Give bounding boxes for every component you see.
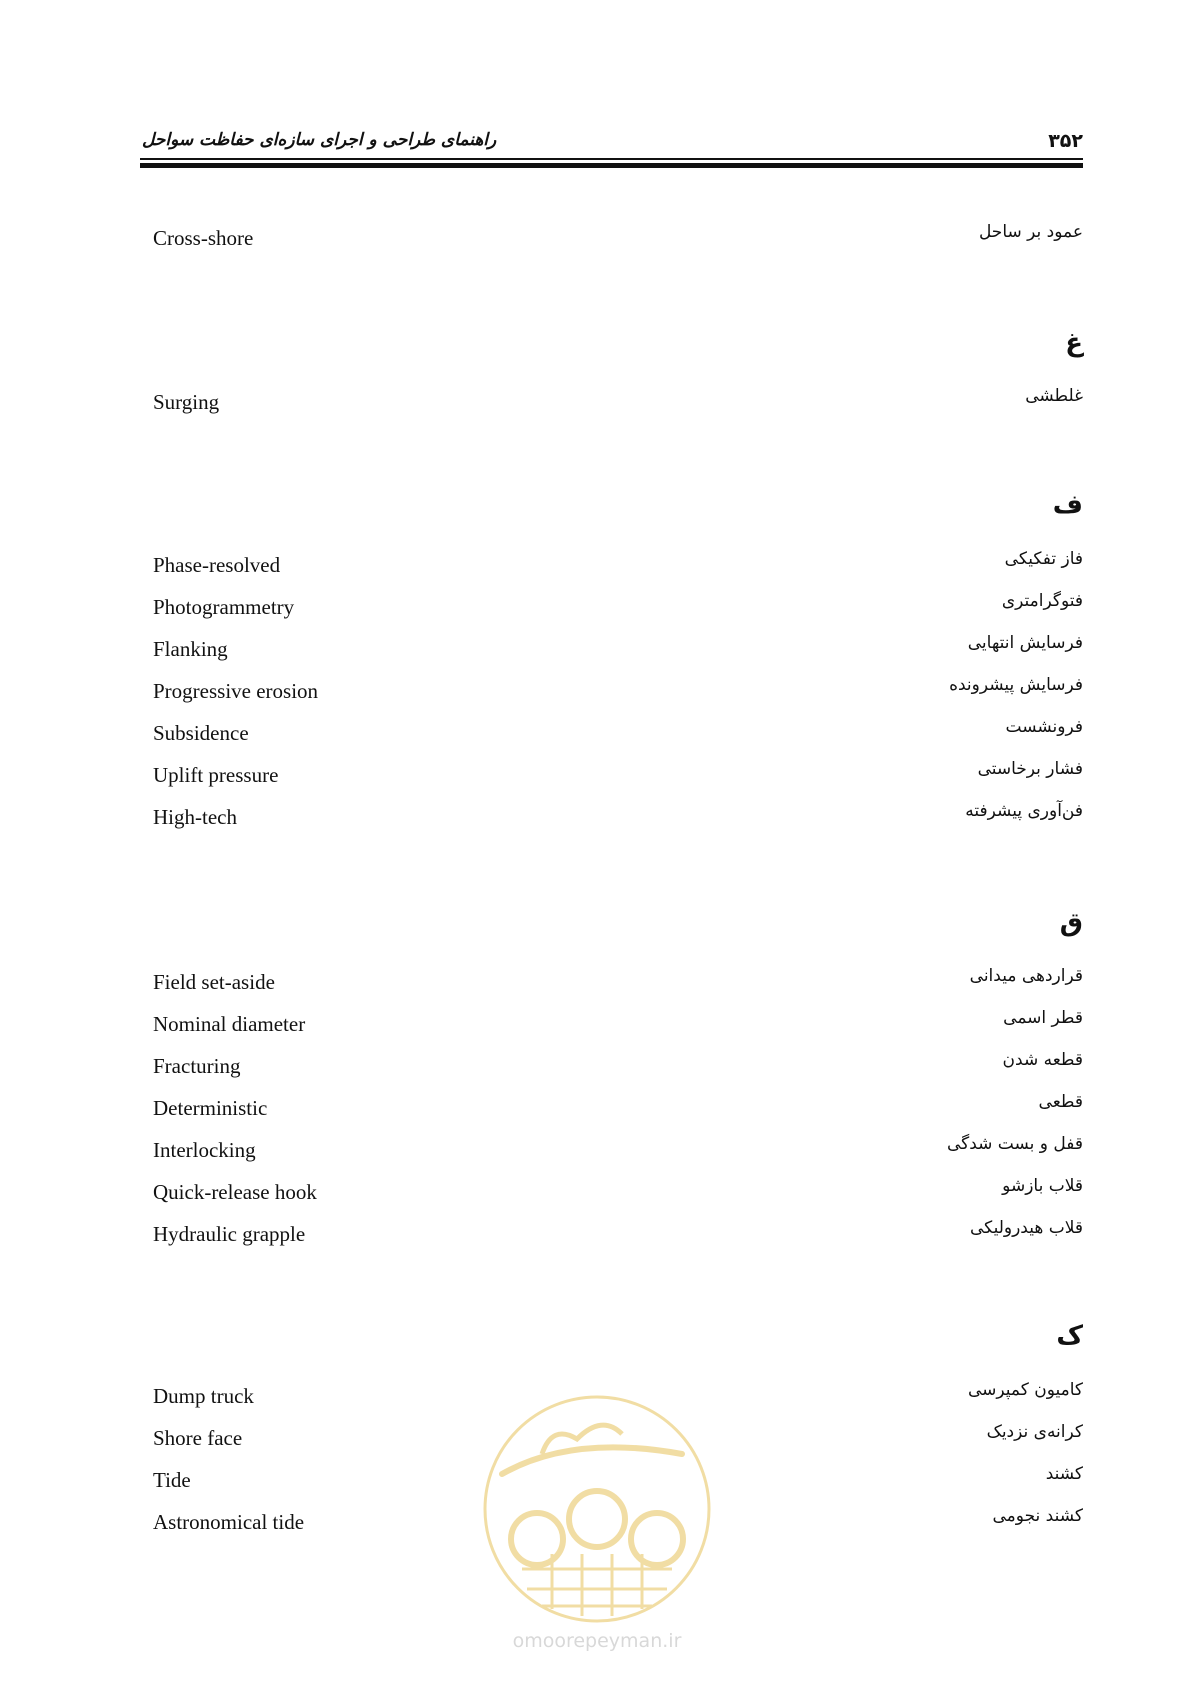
entry-persian: کشند نجومی <box>992 1506 1083 1526</box>
entry-persian: فاز تفکیکی <box>1004 549 1083 569</box>
glossary-entry <box>153 549 1083 579</box>
entry-persian: قطعه شدن <box>1002 1050 1083 1070</box>
entry-persian: قطعی <box>1038 1092 1083 1112</box>
page-header <box>140 122 1083 166</box>
section-letter-kaf: ک <box>1056 1321 1083 1351</box>
entry-persian: فتوگرامتری <box>1001 591 1083 611</box>
entry-english: High-tech <box>153 805 237 829</box>
running-title: راهنمای طراحی و اجرای سازه‌ای حفاظت سواحل <box>142 130 497 150</box>
entry-english: Shore face <box>153 1426 243 1450</box>
entry-english: Deterministic <box>153 1096 268 1120</box>
entry-english: Flanking <box>153 637 228 661</box>
entry-persian: غلطشی <box>1025 386 1083 406</box>
entry-english: Fracturing <box>153 1054 241 1078</box>
entry-persian: قلاب هیدرولیکی <box>970 1218 1083 1238</box>
watermark-seal-icon <box>482 1394 712 1624</box>
glossary-entry <box>153 1092 1083 1122</box>
header-rule-thin <box>140 158 1083 160</box>
page-number: ۳۵۲ <box>1048 130 1083 152</box>
entry-english: Astronomical tide <box>153 1510 305 1534</box>
entry-english: Nominal diameter <box>153 1012 306 1036</box>
section-letter-ghain: غ <box>1065 328 1083 358</box>
watermark-text: omoorepeyman.ir <box>512 1630 682 1652</box>
entry-persian: فشار برخاستی <box>977 759 1083 779</box>
entry-english: Progressive erosion <box>153 679 319 703</box>
entry-persian: فرسایش پیشرونده <box>949 675 1083 695</box>
glossary-entry <box>153 633 1083 663</box>
header-rule-thick <box>140 163 1083 168</box>
entry-persian: فن‌آوری پیشرفته <box>965 801 1083 821</box>
entry-persian: قفل و بست شدگی <box>946 1134 1083 1154</box>
section-letter-qaf: ق <box>1059 908 1083 938</box>
glossary-entry <box>153 222 1083 252</box>
entry-persian: قراردهی میدانی <box>969 966 1083 986</box>
glossary-entry <box>153 591 1083 621</box>
glossary-entry <box>153 1008 1083 1038</box>
glossary-entry <box>153 1050 1083 1080</box>
entry-english: Quick-release hook <box>153 1180 317 1204</box>
glossary-entry <box>153 675 1083 705</box>
glossary-entry <box>153 966 1083 996</box>
entry-persian: فرسایش انتهایی <box>967 633 1083 653</box>
entry-english: Dump truck <box>153 1384 254 1408</box>
entry-english: Hydraulic grapple <box>153 1222 306 1246</box>
glossary-entry <box>153 1218 1083 1248</box>
entry-persian: عمود بر ساحل <box>978 222 1083 242</box>
entry-english: Photogrammetry <box>153 595 295 619</box>
entry-english: Field set-aside <box>153 970 275 994</box>
glossary-entry <box>153 386 1083 416</box>
glossary-entry <box>153 1134 1083 1164</box>
glossary-entry <box>153 1176 1083 1206</box>
section-letter-fe: ف <box>1052 490 1083 520</box>
entry-english: Subsidence <box>153 721 249 745</box>
entry-english: Surging <box>153 390 220 414</box>
entry-persian: فرونشست <box>1005 717 1083 737</box>
entry-english: Tide <box>153 1468 191 1492</box>
entry-english: Interlocking <box>153 1138 256 1162</box>
watermark-logo <box>482 1394 712 1654</box>
entry-persian: قلاب بازشو <box>1002 1176 1083 1196</box>
glossary-entry <box>153 759 1083 789</box>
entry-persian: قطر اسمی <box>1003 1008 1083 1028</box>
entry-english: Cross-shore <box>153 226 254 250</box>
entry-persian: کامیون کمپرسی <box>967 1380 1083 1400</box>
entry-english: Phase-resolved <box>153 553 281 577</box>
glossary-entry <box>153 801 1083 831</box>
glossary-entry <box>153 717 1083 747</box>
entry-persian: کشند <box>1045 1464 1083 1484</box>
entry-persian: کرانه‌ی نزدیک <box>986 1422 1083 1442</box>
entry-english: Uplift pressure <box>153 763 279 787</box>
